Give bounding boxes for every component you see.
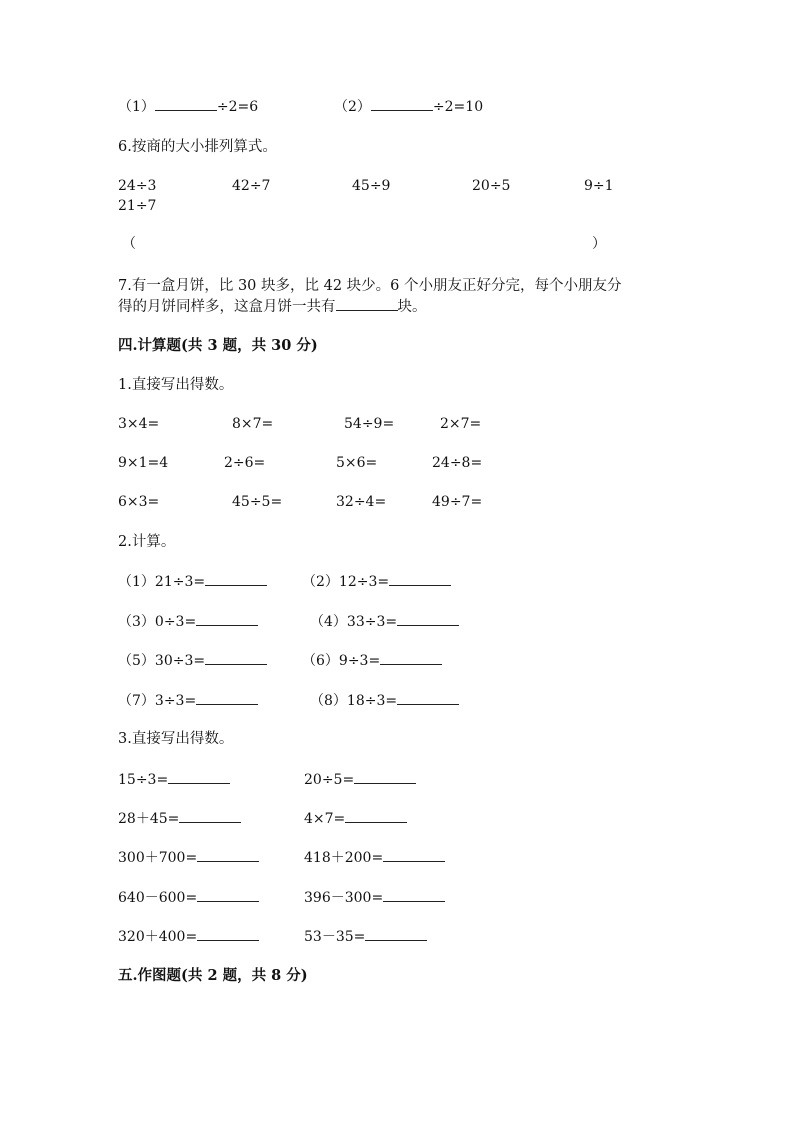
q6-expr-4: 20÷5 [472, 178, 511, 194]
s4-q3-r4-c2 [304, 887, 445, 908]
s4-q3-r5-c2-blank[interactable] [365, 926, 427, 941]
s4-q2-title: 2.计算。 [118, 534, 176, 550]
s4-q2-item-2-expr: 12÷3= [338, 574, 390, 590]
s4-q3-r1-c1-blank[interactable] [168, 769, 230, 784]
s4-q2-item-7-label: （7） [118, 693, 155, 709]
q7-answer-blank[interactable] [336, 296, 398, 311]
s4-q2-item-5-blank[interactable] [205, 650, 267, 665]
q5-item-1-label: （1） [118, 99, 155, 115]
s4-q3-r1-c1-expr: 15÷3= [118, 772, 169, 788]
q7-line-2-before: 得的月饼同样多，这盒月饼一共有 [118, 299, 336, 315]
s4-q3-r1-c2 [304, 769, 416, 790]
s4-q2-item-5-label: （5） [118, 653, 155, 669]
q6-expr-2: 42÷7 [232, 178, 271, 194]
s4-q1-r2-c3: 5×6= [336, 455, 378, 471]
q5-item-1 [118, 96, 258, 117]
section-5-title: 五.作图题(共 2 题，共 8 分) [118, 967, 308, 984]
section-4-title: 四.计算题(共 3 题，共 30 分) [118, 337, 318, 354]
s4-q2-item-8-label: （8） [310, 693, 347, 709]
q5-item-1-blank[interactable] [155, 96, 217, 111]
q7-line-1: 7.有一盒月饼，比 30 块多，比 42 块少。6 个小朋友正好分完，每个小朋友分 [118, 278, 622, 294]
s4-q1-title: 1.直接写出得数。 [118, 377, 234, 393]
s4-q3-r4-c2-expr: 396－300= [304, 890, 384, 906]
s4-q3-r3-c2-blank[interactable] [383, 847, 445, 862]
q6-paren-open: （ [122, 236, 136, 252]
s4-q2-item-1-blank[interactable] [205, 571, 267, 586]
s4-q2-item-5 [118, 650, 267, 671]
s4-q2-item-2-blank[interactable] [389, 571, 451, 586]
s4-q1-r1-c3: 54÷9= [344, 416, 395, 432]
q6-expr-3: 45÷9 [352, 178, 391, 194]
s4-q1-r2-c2: 2÷6= [224, 455, 266, 471]
q6-expr-1: 24÷3 [118, 178, 157, 194]
s4-q2-item-1-label: （1） [118, 574, 155, 590]
s4-q1-r3-c4: 49÷7= [432, 494, 483, 510]
s4-q2-item-7-expr: 3÷3= [154, 693, 197, 709]
s4-q3-r5-c1-expr: 320＋400= [118, 929, 198, 945]
s4-q2-item-2-label: （2） [302, 574, 339, 590]
s4-q2-item-4 [310, 611, 459, 632]
s4-q2-item-4-label: （4） [310, 614, 347, 630]
s4-q1-r3-c3: 32÷4= [336, 494, 387, 510]
s4-q2-item-2 [302, 571, 451, 592]
s4-q2-item-8 [310, 690, 459, 711]
s4-q2-item-8-blank[interactable] [397, 690, 459, 705]
s4-q3-r2-c1-blank[interactable] [179, 808, 241, 823]
s4-q2-item-5-expr: 30÷3= [154, 653, 206, 669]
s4-q3-r2-c2 [304, 808, 407, 829]
s4-q3-r3-c1 [118, 847, 259, 868]
s4-q1-r2-c4: 24÷8= [432, 455, 483, 471]
s4-q3-r1-c1 [118, 769, 230, 790]
s4-q3-r2-c2-blank[interactable] [345, 808, 407, 823]
s4-q1-r1-c2: 8×7= [232, 416, 274, 432]
q5-item-2 [334, 96, 483, 117]
s4-q3-r5-c2-expr: 53－35= [304, 929, 366, 945]
q7-line-2 [118, 296, 427, 317]
s4-q2-item-4-blank[interactable] [397, 611, 459, 626]
s4-q1-r3-c2: 45÷5= [232, 494, 283, 510]
s4-q3-r2-c1-expr: 28＋45= [118, 811, 180, 827]
s4-q2-item-8-expr: 18÷3= [346, 693, 398, 709]
s4-q3-r3-c1-blank[interactable] [197, 847, 259, 862]
s4-q3-r4-c2-blank[interactable] [383, 887, 445, 902]
s4-q2-item-3-label: （3） [118, 614, 155, 630]
q6-expr-5: 9÷1 [584, 178, 614, 194]
s4-q3-r3-c2 [304, 847, 445, 868]
s4-q2-item-6-label: （6） [302, 653, 339, 669]
s4-q3-r3-c2-expr: 418＋200= [304, 850, 384, 866]
s4-q3-r3-c1-expr: 300＋700= [118, 850, 198, 866]
s4-q3-r2-c1 [118, 808, 241, 829]
q5-item-1-suffix: ÷2=6 [216, 99, 259, 115]
q5-item-2-label: （2） [334, 99, 371, 115]
s4-q3-r4-c1-blank[interactable] [197, 887, 259, 902]
s4-q2-item-7 [118, 690, 258, 711]
s4-q3-title: 3.直接写出得数。 [118, 731, 234, 747]
q5-item-2-blank[interactable] [371, 96, 433, 111]
s4-q1-r2-c1: 9×1=4 [118, 455, 169, 471]
s4-q3-r1-c2-blank[interactable] [354, 769, 416, 784]
s4-q3-r4-c1 [118, 887, 259, 908]
s4-q2-item-6-expr: 9÷3= [338, 653, 381, 669]
s4-q2-item-3-expr: 0÷3= [154, 614, 197, 630]
s4-q2-item-3-blank[interactable] [196, 611, 258, 626]
s4-q2-item-1 [118, 571, 267, 592]
s4-q3-r4-c1-expr: 640－600= [118, 890, 198, 906]
s4-q3-r5-c1-blank[interactable] [197, 926, 259, 941]
q6-paren-close: ） [592, 236, 606, 252]
q6-title: 6.按商的大小排列算式。 [118, 139, 277, 155]
s4-q2-item-7-blank[interactable] [196, 690, 258, 705]
s4-q3-r1-c2-expr: 20÷5= [304, 772, 355, 788]
q7-line-2-after: 块。 [397, 299, 427, 315]
s4-q1-r1-c1: 3×4= [118, 416, 160, 432]
s4-q3-r2-c2-expr: 4×7= [304, 811, 346, 827]
s4-q2-item-4-expr: 33÷3= [346, 614, 398, 630]
s4-q2-item-6-blank[interactable] [380, 650, 442, 665]
s4-q3-r5-c1 [118, 926, 259, 947]
q5-item-2-suffix: ÷2=10 [432, 99, 484, 115]
s4-q3-r5-c2 [304, 926, 427, 947]
s4-q2-item-6 [302, 650, 442, 671]
s4-q2-item-3 [118, 611, 258, 632]
s4-q2-item-1-expr: 21÷3= [154, 574, 206, 590]
s4-q1-r3-c1: 6×3= [118, 494, 160, 510]
q6-expr-6: 21÷7 [118, 198, 157, 214]
s4-q1-r1-c4: 2×7= [440, 416, 482, 432]
